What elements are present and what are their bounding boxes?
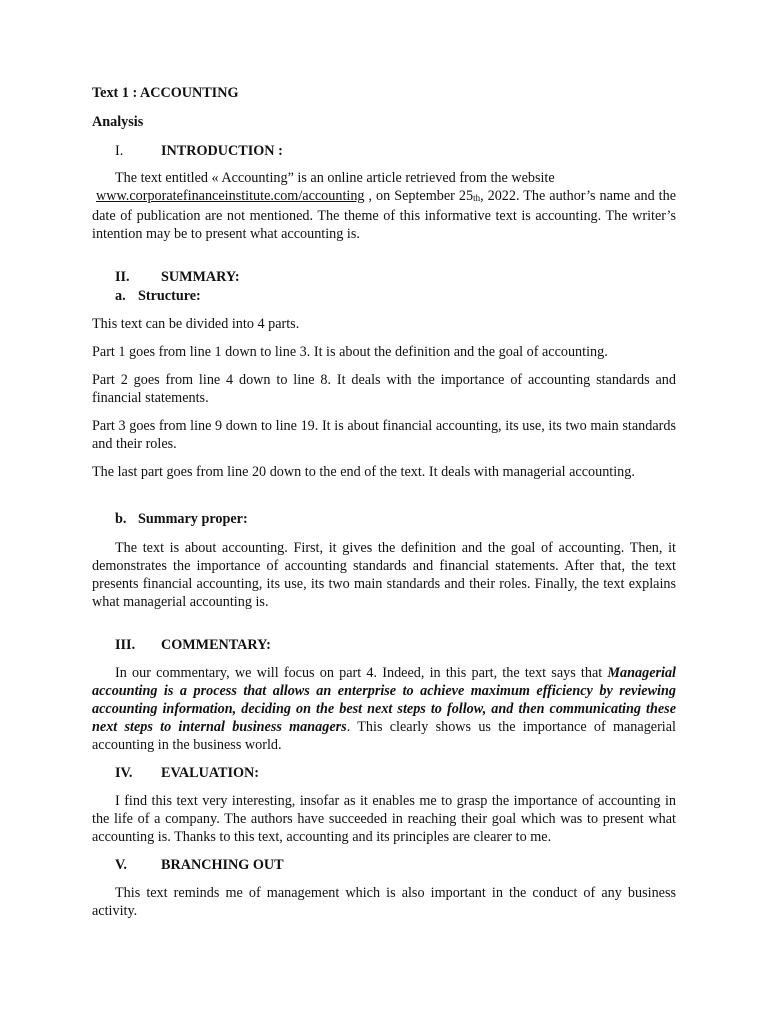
document-title: Text 1 : ACCOUNTING	[92, 85, 239, 101]
intro-heading	[92, 142, 676, 160]
analysis-label: Analysis	[92, 114, 144, 130]
summary-proper-number: b.	[115, 511, 127, 527]
document-page	[92, 84, 676, 920]
commentary-paragraph	[92, 664, 676, 754]
commentary-heading	[92, 636, 676, 654]
commentary-lead: In our commentary, we will focus on part 4. Indeed, in this part, the text says that	[115, 665, 603, 681]
branching-text: This text reminds me of management which is also important in the conduct of any business activity.	[92, 885, 676, 919]
summary-proper-heading	[92, 510, 676, 528]
part-2-text: Part 2 goes from line 4 down to line 8. It deals with the importance of accounting standards and financial statements.	[92, 372, 676, 406]
part-3-text: Part 3 goes from line 9 down to line 19. It is about financial accounting, its use, its two main standards and their roles.	[92, 418, 676, 452]
branching-number: V.	[115, 857, 127, 873]
branching-heading	[92, 856, 676, 874]
commentary-tail: . This clearly shows us the importance of managerial accounting in the business world.	[92, 719, 676, 753]
intro-colon: :	[274, 143, 283, 159]
intro-paragraph	[92, 169, 676, 243]
commentary-number: III.	[115, 637, 136, 653]
structure-number: a.	[115, 288, 126, 304]
intro-date-suffix: th	[473, 193, 481, 203]
intro-title: INTRODUCTION	[161, 143, 275, 159]
evaluation-title: EVALUATION:	[161, 765, 260, 781]
source-link[interactable]: www.corporatefinanceinstitute.com/accounting	[95, 188, 365, 204]
structure-lead: This text can be divided into 4 parts.	[92, 316, 300, 332]
intro-text-b: , on September 25	[364, 188, 474, 204]
part-1-text: Part 1 goes from line 1 down to line 3. It is about the definition and the goal of accounting.	[92, 344, 608, 360]
commentary-quote: Managerial accounting is a process that allows an enterprise to achieve maximum efficiency by reviewing accounting information, deciding on the best next steps to follow, and then communicating these next steps to internal business managers	[92, 665, 677, 735]
structure-heading	[92, 287, 676, 305]
evaluation-number: IV.	[115, 765, 133, 781]
summary-title: SUMMARY:	[161, 269, 240, 285]
part-4-text: The last part goes from line 20 down to the end of the text. It deals with managerial accounting.	[92, 464, 635, 480]
summary-heading	[92, 268, 676, 286]
summary-proper-text: The text is about accounting. First, it gives the definition and the goal of accounting. Then, it demonstrates the importance of accounting standards and financial statements. After that, the text presents financial accounting, its use, its two main standards and their roles. Finally, the text explains what managerial accounting is.	[92, 540, 676, 610]
evaluation-heading	[92, 764, 676, 782]
intro-number: I.	[115, 143, 124, 159]
commentary-title: COMMENTARY:	[161, 637, 271, 653]
evaluation-text: I find this text very interesting, insofar as it enables me to grasp the importance of accounting in the life of a company. The authors have succeeded in reaching their goal which was to present what accounting is. Thanks to this text, accounting and its principles are clearer to me.	[92, 793, 676, 845]
structure-title: Structure:	[138, 288, 201, 304]
summary-proper-title: Summary proper:	[138, 511, 248, 527]
summary-number: II.	[115, 269, 130, 285]
intro-text-c: , 2022. The author’s name and the date of publication are not mentioned. The theme of this informative text is accounting. The writer’s intention may be to present what accounting is.	[92, 188, 677, 242]
branching-title: BRANCHING OUT	[161, 857, 284, 873]
intro-text-a: The text entitled « Accounting” is an online article retrieved from the website	[115, 170, 555, 186]
